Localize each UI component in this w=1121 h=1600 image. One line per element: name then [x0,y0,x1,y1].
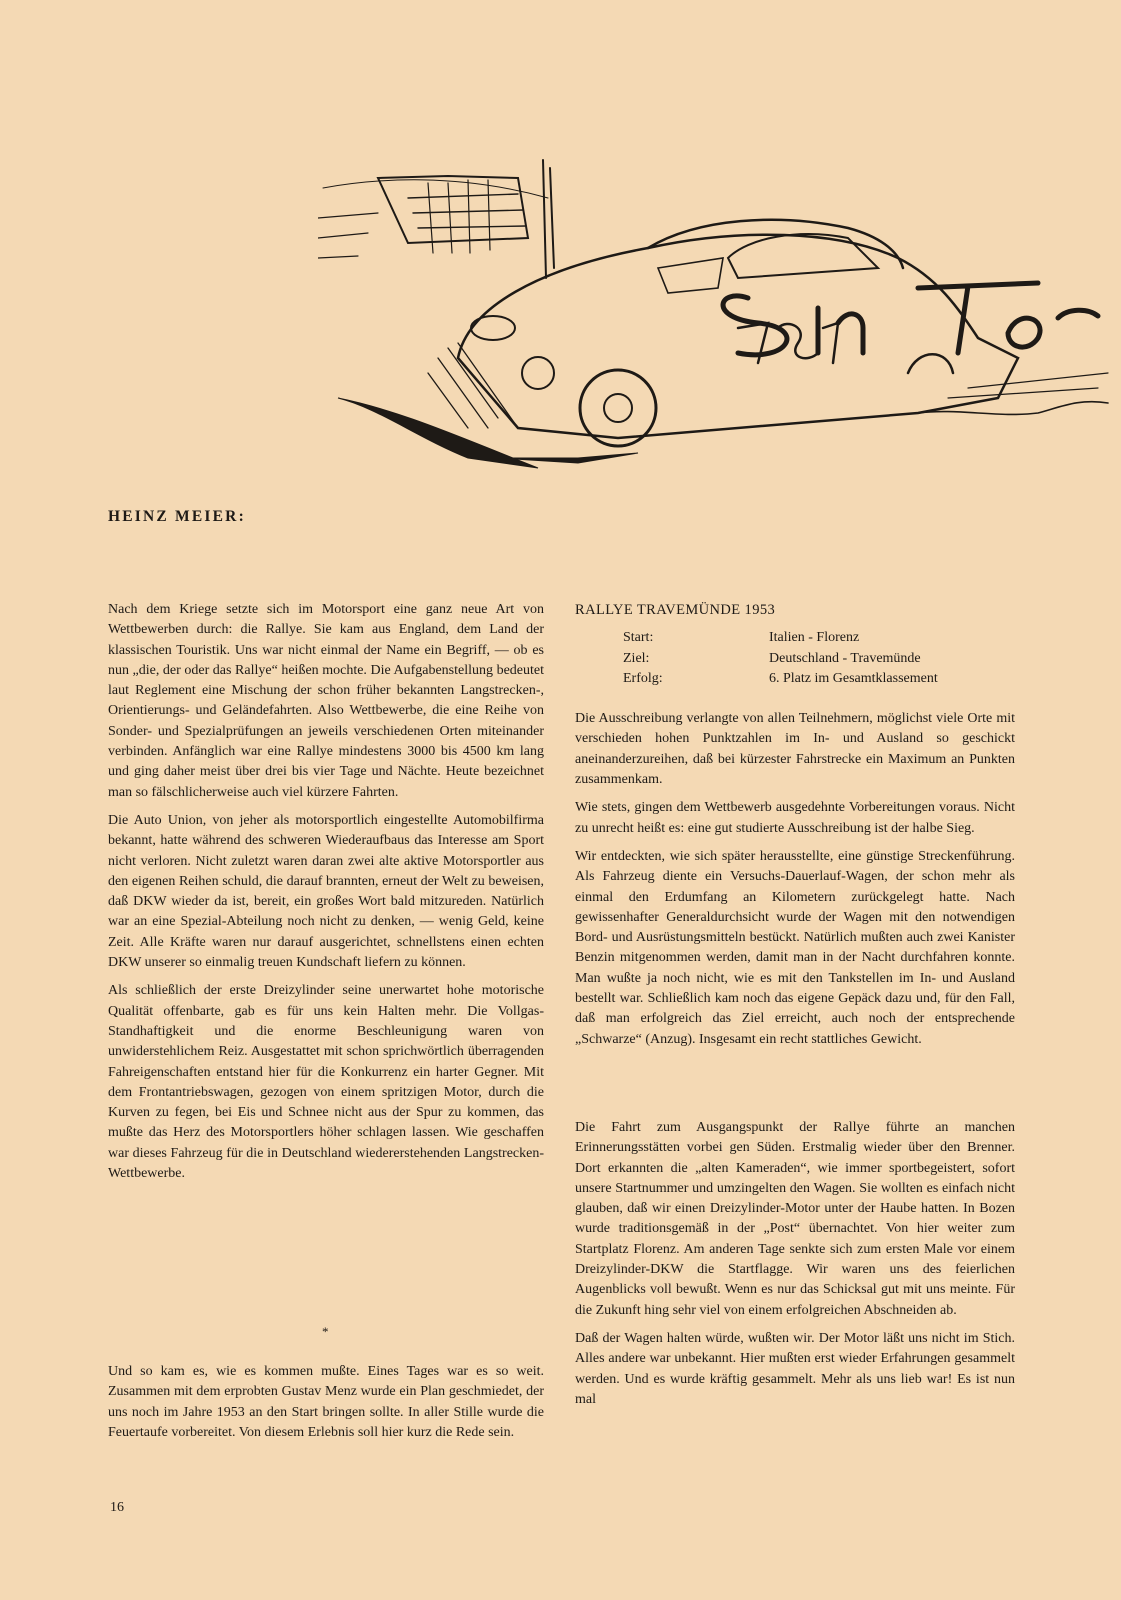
right-column [575,600,1015,1058]
author-heading: HEINZ MEIER: [108,508,246,525]
paragraph: Die Ausschreibung verlangte von allen Teilnehmern, möglichst viele Orte mit verschieden hohen Punktzahlen im In- und Ausland so geschickt aneinanderzureihen, daß bei kürzester Fahrstrecke ein Maximum an Punkten zusammenkam. [575,711,1015,788]
paragraph: Die Auto Union, von jeher als motorsportlich eingestellte Automobilfirma bekannt, hatte während des schweren Wiederaufbaus das Interesse am Sport nicht verloren. Nicht zuletzt waren daran zwei alte aktive Motorsportler aus den eigenen Reihen schuld, die darauf brannten, erneut der Welt zu beweisen, daß DKW wieder da ist, bereit, ein großes Wort bald mitzureden. Natürlich war an eine Spezial-Abteilung noch nicht zu denken, — wenig Geld, keine Zeit. Alle Kräfte waren nur darauf ausgerichtet, schnellstens einen echten DKW unserer so einmalig treuen Kundschaft liefern zu können. [108,812,544,971]
right-column-continued [575,1118,1015,1418]
paragraph: Als schließlich der erste Dreizylinder seine unerwartet hohe motorische Qualität offenbarte, gab es für uns kein Halten mehr. Die Vollgas-Standhaftigkeit und die enorme Beschleunigung waren von unwiderstehlichem Reiz. Ausgestattet mit schon sprichwörtlich überragenden Fahreigenschaften entstand hier für die Konkurrenz ein harter Gegner. Mit dem Frontantriebswagen, gezogen von einem spritzigen Motor, durch die Kurven zu fegen, bei Eis und Schnee nicht aus der Spur zu kommen, das mußte das Herz des Motorsportlers höher schlagen lassen. Wie geschaffen war dieses Fahrzeug für die in Deutschland wiedererstehenden Langstrecken-Wettbewerbe. [108,983,544,1182]
paragraph: Daß der Wagen halten würde, wußten wir. Der Motor läßt uns nicht im Stich. Alles andere war unbekannt. Hier mußten erst wieder Erfahrungen gesammelt werden. Und es wurde kräftig gesammelt. Mehr als uns lieb war! Es ist nun mal [575,1330,1015,1407]
paragraph: Wir entdeckten, wie sich später herausstellte, eine günstige Streckenführung. Als Fahrzeug diente ein Versuchs-Dauerlauf-Wagen, der schon mehr als einmal den Erdumfang an Kilometern zurückgelegt hatte. Nach gewissenhafter Generaldurchsicht wurde der Wagen mit den notwendigen Bord- und Ausrüstungsmitteln bestückt. Natürlich mußten auch zwei Kanister Benzin mitgenommen werden, damit man in der Nacht durchfahren konnte. Man wußte ja noch nicht, wie es mit den Tankstellen im In- und Ausland bestellt war. Schließlich kam noch das eigene Gepäck dazu und, für den Fall, daß man erfolgreich das Ziel erreicht, auch noch der entsprechende „Schwarze“ (Anzug). Insgesamt ein recht stattliches Gewicht. [575,848,1015,1047]
paragraph: Und so kam es, wie es kommen mußte. Eines Tages war es so weit. Zusammen mit dem erprobten Gustav Menz wurde ein Plan geschmiedet, der uns noch im Jahre 1953 an den Start bringen sollte. In aller Stille wurde die Feuertaufe vorbereitet. Von diesem Erlebnis soll hier kurz die Rede sein. [108,1364,544,1440]
rally-title: RALLYE TRAVEMÜNDE 1953 [575,602,776,618]
fact-key: Start: [623,630,654,646]
fact-row [623,649,1015,669]
fact-value: Deutschland - Travemünde [769,650,921,666]
fact-value: 6. Platz im Gesamtklassement [769,670,938,686]
rally-car-illustration [318,158,1118,478]
paragraph: Die Fahrt zum Ausgangspunkt der Rallye führte an manchen Erinnerungsstätten vorbei gen Süden. Erstmalig wieder über den Brenner. Dort erkannten die „alten Kameraden“, wie immer sportbegeistert, sofort unsere Startnummer und umzingelten den Wagen. Sie wollten es einfach nicht glauben, daß wir einen Dreizylinder-Motor unter der Haube hatten. In Bozen wurde traditionsgemäß in der „Post“ übernachtet. Von hier weiter zum Startplatz Florenz. Am anderen Tage senkte sich zum ersten Male vor einem Dreizylinder-DKW die Startflagge. Wir waren uns des feierlichen Augenblicks voll bewußt. Wenn es nur das Schicksal gut mit uns meinte. Für die Zukunft hing sehr viel von einem erfolgreichen Abschneiden ab. [575,1120,1015,1318]
fact-key: Ziel: [623,650,650,666]
left-column [108,600,544,1192]
fact-value: Italien - Florenz [769,630,860,646]
page-number: 16 [110,1500,124,1515]
fact-key: Erfolg: [623,670,663,686]
section-separator: * [322,1324,329,1339]
left-column-closing [108,1362,544,1451]
rally-facts [623,628,1015,689]
fact-row [623,669,1015,689]
paragraph: Nach dem Kriege setzte sich im Motorsport eine ganz neue Art von Wettbewerben durch: die Rallye. Sie kam aus England, dem Land der klassischen Touristik. Uns war nicht einmal der Name ein Begriff, — ob es nun „die, der oder das Rallye“ heißen mochte. Die Aufgabenstellung bedeutet laut Reglement eine Mischung der schon früher bekannten Langstrecken-, Orientierungs- und Geländefahrten. Also Wettbewerbe, die eine Reihe von Sonder- und Spezialprüfungen an jeweils verschiedenen Orten miteinander verbinden. Anfänglich war eine Rallye mindestens 3000 bis 4500 km lang und ging daher meist über drei bis vier Tage und Nächte. Heute bezeichnet man so fälschlicherweise auch viel kürzere Fahrten. [108,602,544,800]
paragraph: Wie stets, gingen dem Wettbewerb ausgedehnte Vorbereitungen voraus. Nicht zu unrecht heißt es: eine gut studierte Ausschreibung ist der halbe Sieg. [575,800,1015,836]
fact-row [623,628,1015,648]
